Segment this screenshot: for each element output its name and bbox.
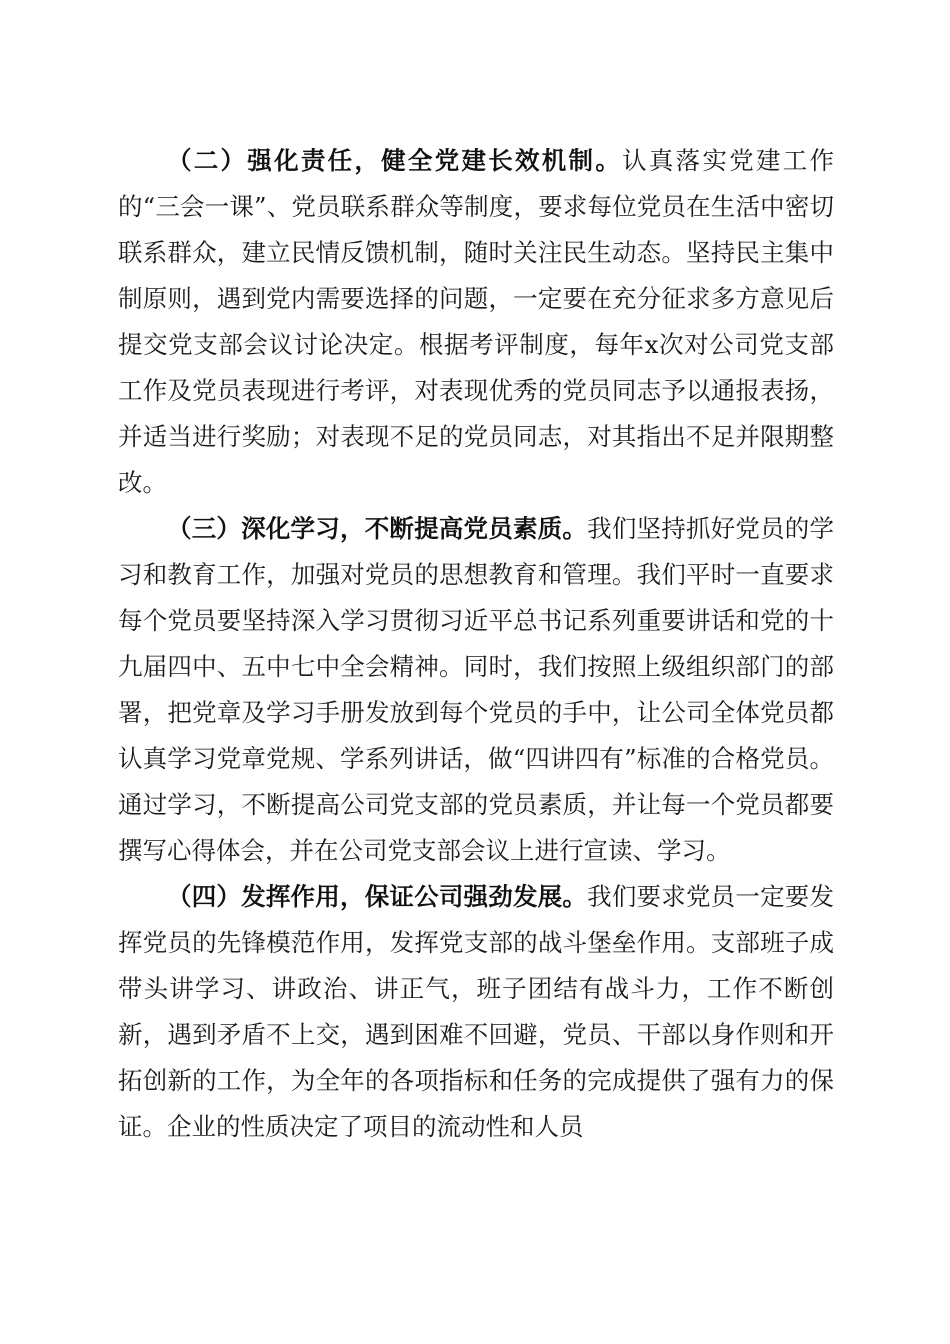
paragraph-body: 我们要求党员一定要发挥党员的先锋模范作用，发挥党支部的战斗堡垒作用。支部班子成带头讲学习、讲政治、讲正气，班子团结有战斗力，工作不断创新，遇到矛盾不上交，遇到困难不回避，党员、干部以身作则和开拓创新的工作，为全年的各项指标和任务的完成提供了强有力的保证。企业的性质决定了项目的流动性和人员	[118, 882, 835, 1141]
paragraph-heading: （四）发挥作用，保证公司强劲发展。	[167, 882, 588, 911]
paragraph-heading: （三）深化学习，不断提高党员素质。	[167, 514, 588, 543]
paragraph-strengthen-responsibility	[118, 138, 834, 506]
document-body	[118, 138, 834, 1150]
paragraph-body: 我们坚持抓好党员的学习和教育工作，加强对党员的思想教育和管理。我们平时一直要求每个党员要坚持深入学习贯彻习近平总书记系列重要讲话和党的十九届四中、五中七中全会精神。同时，我们按照上级组织部门的部署，把党章及学习手册发放到每个党员的手中，让公司全体党员都认真学习党章党规、学系列讲话，做“四讲四有”标准的合格党员。通过学习，不断提高公司党支部的党员素质，并让每一个党员都要撰写心得体会，并在公司党支部会议上进行宣读、学习。	[118, 514, 835, 865]
paragraph-body: 认真落实党建工作的“三会一课”、党员联系群众等制度，要求每位党员在生活中密切联系群众，建立民情反馈机制，随时关注民生动态。坚持民主集中制原则，遇到党内需要选择的问题，一定要在充分征求多方意见后提交党支部会议讨论决定。根据考评制度，每年x次对公司党支部工作及党员表现进行考评，对表现优秀的党员同志予以通报表扬，并适当进行奖励；对表现不足的党员同志，对其指出不足并限期整改。	[118, 146, 835, 497]
paragraph-deepen-learning	[118, 506, 834, 874]
paragraph-heading: （二）强化责任，健全党建长效机制。	[167, 146, 623, 175]
paragraph-play-role	[118, 874, 834, 1150]
